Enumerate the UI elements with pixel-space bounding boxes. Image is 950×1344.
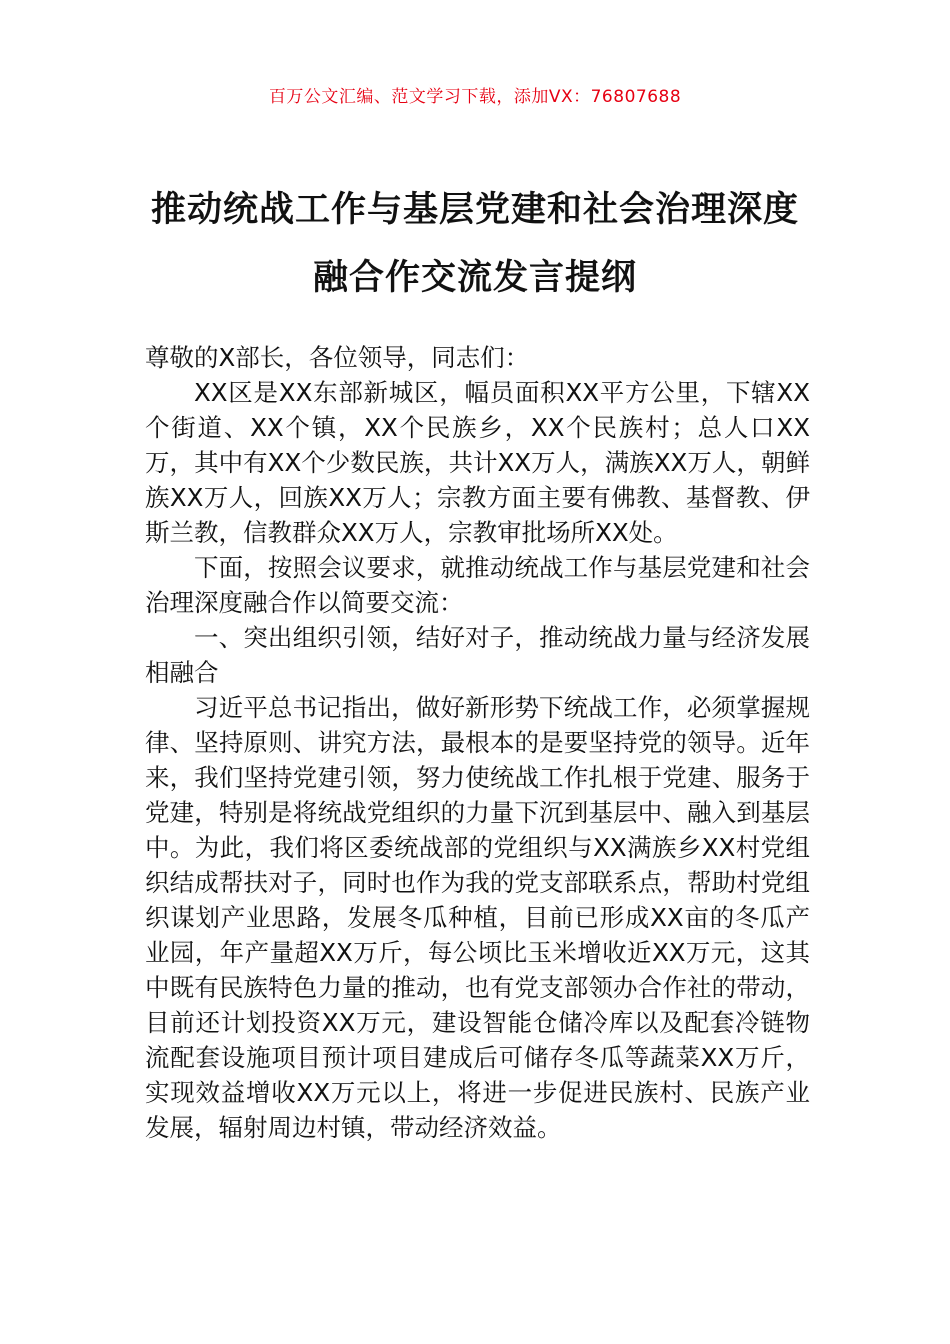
- header-note: 百万公文汇编、范文学习下载，添加VX：76807688: [268, 87, 682, 107]
- document-body: [145, 340, 810, 1145]
- paragraph-intro: 下面，按照会议要求，就推动统战工作与基层党建和社会治理深度融合作以简要交流：: [145, 553, 810, 617]
- title-line-2: 融合作交流发言提纲: [312, 258, 637, 298]
- title-line-1: 推动统战工作与基层党建和社会治理深度: [150, 190, 799, 230]
- document-title: [130, 176, 820, 312]
- section-heading-1: 一、突出组织引领，结好对子，推动统战力量与经济发展相融合: [145, 623, 810, 687]
- paragraph-section-1: 习近平总书记指出，做好新形势下统战工作，必须掌握规律、坚持原则、讲究方法，最根本的是要坚持党的领导。近年来，我们坚持党建引领，努力使统战工作扎根于党建、服务于党建，特别是将统战党组织的力量下沉到基层中、融入到基层中。为此，我们将区委统战部的党组织与XX满族乡XX村党组织结成帮扶对子，同时也作为我的党支部联系点，帮助村党组织谋划产业思路，发展冬瓜种植，目前已形成XX亩的冬瓜产业园，年产量超XX万斤，每公顷比玉米增收近XX万元，这其中既有民族特色力量的推动，也有党支部领办合作社的带动，目前还计划投资XX万元，建设智能仓储冷库以及配套冷链物流配套设施项目预计项目建成后可储存冬瓜等蔬菜XX万斤，实现效益增收XX万元以上，将进一步促进民族村、民族产业发展，辐射周边村镇，带动经济效益。: [145, 693, 810, 1142]
- salutation: 尊敬的X部长，各位领导，同志们：: [145, 343, 530, 372]
- paragraph-overview: XX区是XX东部新城区，幅员面积XX平方公里，下辖XX个街道、XX个镇，XX个民族乡，XX个民族村；总人口XX万，其中有XX个少数民族，共计XX万人，满族XX万人，朝鲜族XX万人，回族XX万人；宗教方面主要有佛教、基督教、伊斯兰教，信教群众XX万人，宗教审批场所XX处。: [145, 378, 810, 547]
